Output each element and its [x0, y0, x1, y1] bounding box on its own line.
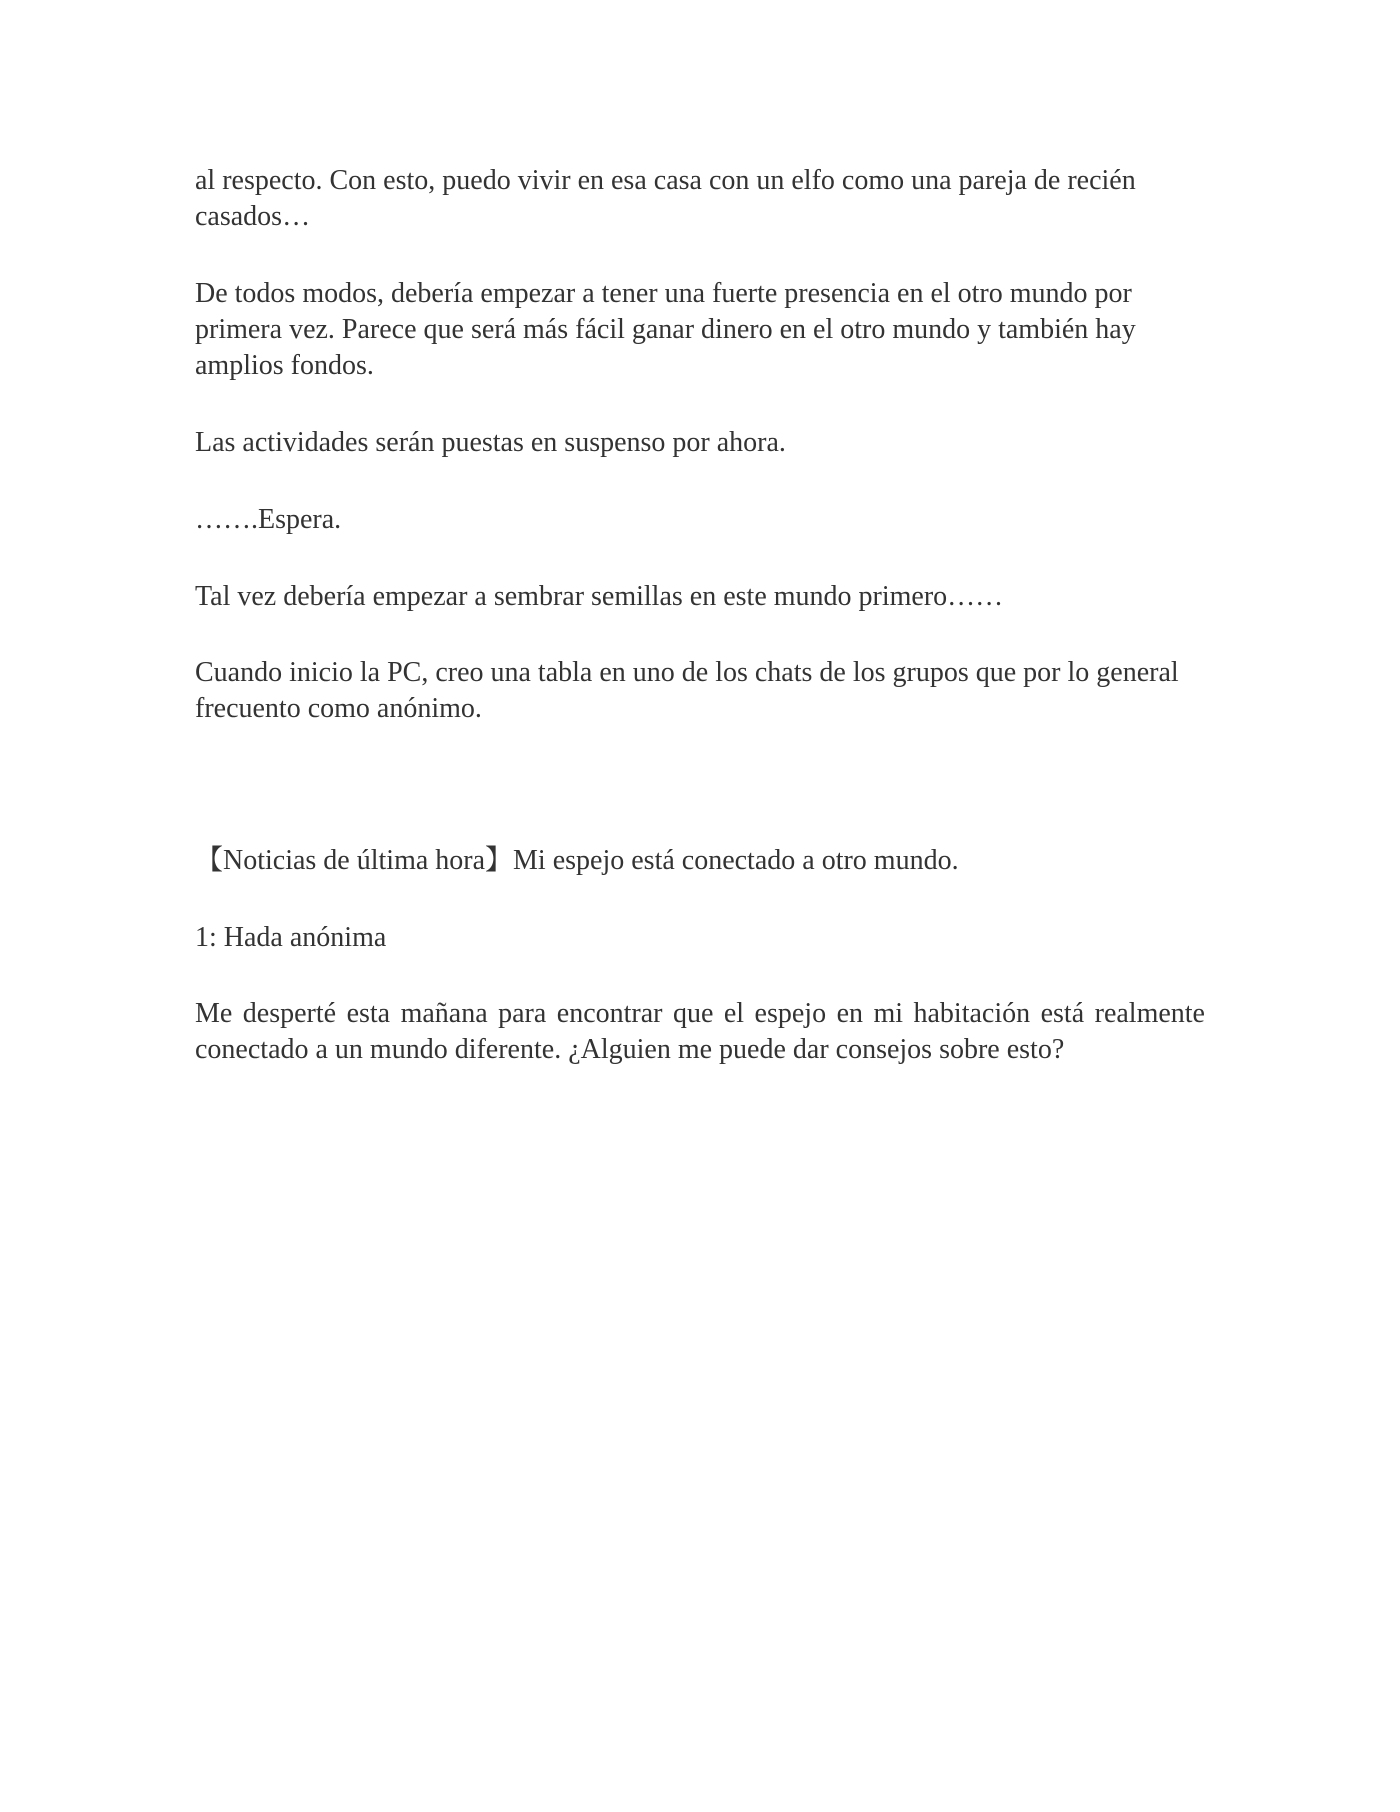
paragraph-newlyweds: al respecto. Con esto, puedo vivir en esa casa con un elfo como una pareja de recién casados… — [195, 165, 1136, 232]
thread-title: 【Noticias de última hora】Mi espejo está conectado a otro mundo. — [195, 845, 959, 876]
paragraph-wait: …….Espera. — [195, 504, 342, 535]
paragraph-activities-suspended: Las actividades serán puestas en suspenso por ahora. — [195, 427, 786, 458]
paragraph-sow-seeds: Tal vez debería empezar a sembrar semillas en este mundo primero…… — [195, 581, 1004, 612]
post-author: 1: Hada anónima — [195, 922, 387, 953]
post-body: Me desperté esta mañana para encontrar que el espejo en mi habitación está realmente conectado a un mundo diferente. ¿Alguien me puede dar consejos sobre esto? — [195, 998, 1205, 1065]
paragraph-other-world-presence: De todos modos, debería empezar a tener una fuerte presencia en el otro mundo por primera vez. Parece que será más fácil ganar dinero en el otro mundo y también hay amplios fondos. — [195, 278, 1136, 381]
paragraph-start-pc: Cuando inicio la PC, creo una tabla en uno de los chats de los grupos que por lo general frecuento como anónimo. — [195, 657, 1179, 724]
